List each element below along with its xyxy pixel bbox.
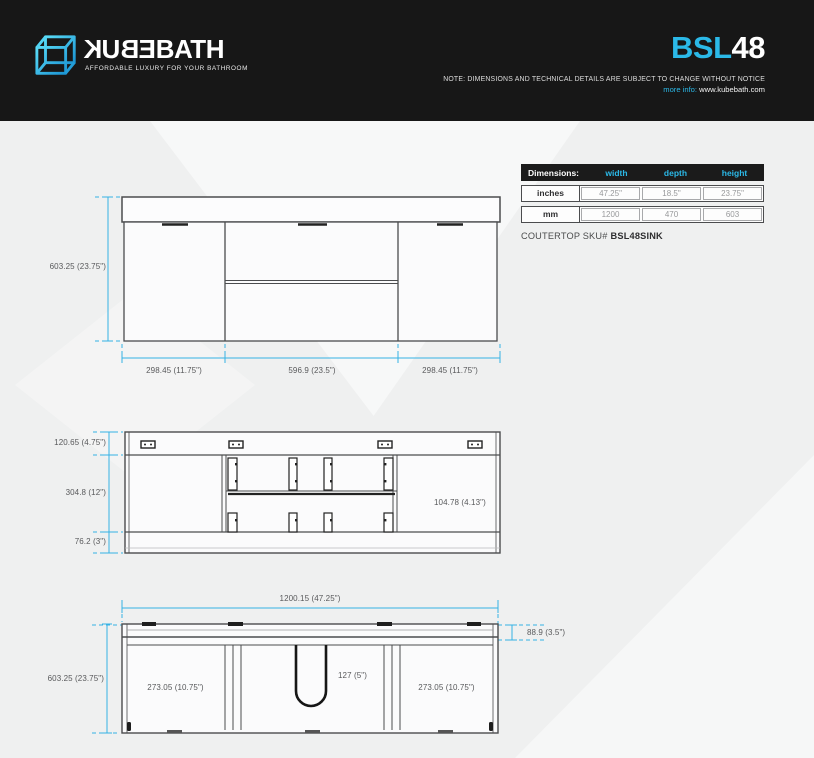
interior-top-section-dim: 120.65 (4.75"): [54, 438, 106, 447]
front-height-dim: 603.25 (23.75"): [49, 262, 106, 271]
plan-depth-dim: 603.25 (23.75"): [47, 674, 104, 683]
interior-bottom-section-dim: 76.2 (3"): [74, 537, 106, 546]
front-width-left-dim: 298.45 (11.75"): [146, 366, 202, 375]
column-depth: depth: [663, 167, 688, 178]
more-info-label: more info:: [663, 85, 698, 94]
front-width-center-dim: 596.9 (23.5"): [288, 366, 336, 375]
sku-value: BSL48SINK: [610, 231, 663, 241]
brand-wordmark: [84, 34, 224, 65]
model-prefix: BSL: [671, 30, 732, 65]
kubebath-cube-icon: [33, 33, 81, 79]
front-width-right-dim: 298.45 (11.75"): [422, 366, 478, 375]
cabinet-plan: [122, 624, 498, 733]
sku-label: COUTERTOP SKU#: [521, 231, 608, 241]
plan-width-dim: 1200.15 (47.25"): [279, 594, 341, 603]
cabinet-carcass: [125, 432, 500, 553]
vanity-cabinet: [124, 222, 497, 341]
height-inches: 23.75": [703, 187, 762, 200]
unit-label: mm: [522, 207, 580, 222]
brand-mirrored: KUBE: [84, 34, 156, 64]
model-suffix: 48: [731, 30, 765, 65]
header: [0, 0, 814, 121]
front-view-drawing: [30, 185, 520, 380]
dimensions-table: [521, 164, 764, 223]
plan-back-rail-dim: 88.9 (3.5"): [527, 628, 566, 637]
column-width: width: [605, 167, 628, 178]
top-view-drawing: [30, 590, 580, 745]
info-line: [663, 85, 765, 94]
brand-tagline: AFFORDABLE LUXURY FOR YOUR BATHROOM: [85, 65, 248, 72]
model-number: [671, 30, 765, 66]
dimensions-title: Dimensions:: [528, 167, 580, 178]
depth-mm: 470: [642, 208, 701, 221]
column-height: height: [721, 167, 748, 178]
plan-cutout-dim: 127 (5"): [338, 671, 367, 680]
unit-label: inches: [522, 186, 580, 201]
plan-right-compartment-dim: 273.05 (10.75"): [418, 683, 475, 692]
height-mm: 603: [703, 208, 762, 221]
website-link[interactable]: www.kubebath.com: [699, 85, 765, 94]
width-inches: 47.25": [581, 187, 640, 200]
width-mm: 1200: [581, 208, 640, 221]
countertop-sku: [521, 231, 663, 241]
plan-left-compartment-dim: 273.05 (10.75"): [147, 683, 204, 692]
table-row-mm: [521, 206, 764, 223]
brand-normal: BATH: [155, 34, 224, 64]
disclaimer-note: NOTE: DIMENSIONS AND TECHNICAL DETAILS ARE SUBJECT TO CHANGE WITHOUT NOTICE: [443, 76, 765, 83]
dimensions-table-header: [521, 164, 764, 181]
drawer-gap-dim: 104.78 (4.13"): [434, 498, 486, 507]
vanity-countertop: [122, 197, 500, 222]
depth-inches: 18.5": [642, 187, 701, 200]
interior-middle-section-dim: 304.8 (12"): [65, 488, 106, 497]
table-row-inches: [521, 185, 764, 202]
